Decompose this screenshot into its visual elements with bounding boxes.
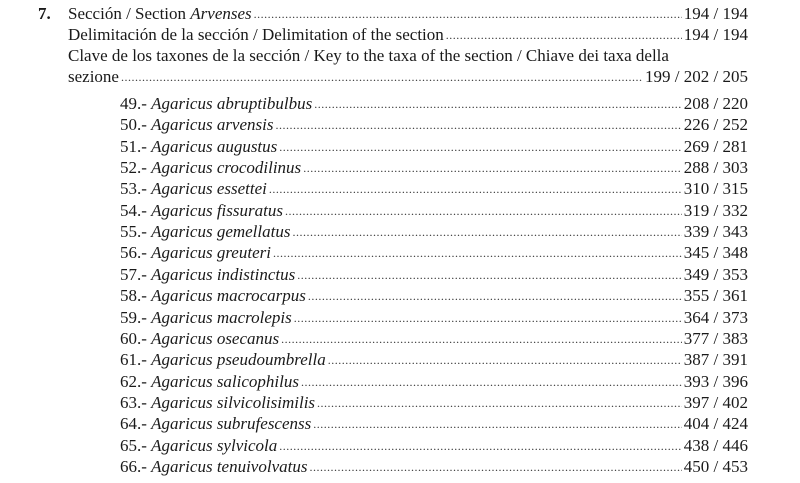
species-label (120, 393, 315, 413)
species-epithet: pseudoumbrella (216, 350, 326, 370)
dot-leader (297, 265, 682, 285)
toc-entry-species (120, 350, 748, 370)
species-epithet: gemellatus (216, 222, 291, 242)
species-number: 55.- (120, 222, 147, 242)
dot-leader (314, 94, 682, 114)
species-number: 63.- (120, 392, 147, 412)
toc-entry-species (120, 372, 748, 392)
toc-entry-key (68, 67, 748, 87)
page-numbers: 397 / 402 (683, 392, 748, 412)
page-numbers: 349 / 353 (683, 264, 748, 284)
page-numbers: 377 / 383 (683, 328, 748, 348)
toc-entry-species (120, 436, 748, 456)
species-epithet: macrocarpus (216, 286, 306, 306)
species-label (120, 243, 271, 263)
species-epithet: crocodilinus (216, 158, 302, 178)
species-label (120, 286, 306, 306)
page-numbers: 404 / 424 (683, 414, 748, 434)
dot-leader (281, 329, 682, 349)
section-title (68, 4, 252, 24)
toc-entry-species (120, 179, 748, 199)
species-epithet: essettei (216, 179, 267, 199)
species-genus: Agaricus (151, 286, 213, 306)
species-genus: Agaricus (151, 115, 213, 135)
page-numbers: 288 / 303 (683, 158, 748, 178)
species-number: 53.- (120, 179, 147, 199)
page-numbers: 319 / 332 (683, 200, 748, 220)
section-number: 7. (38, 4, 51, 23)
species-epithet: fissuratus (216, 200, 283, 220)
page-numbers: 194 / 194 (683, 4, 748, 23)
species-genus: Agaricus (151, 371, 213, 391)
toc-entry-species (120, 457, 748, 477)
page-numbers: 208 / 220 (683, 94, 748, 113)
dot-leader (275, 115, 681, 135)
species-label (120, 158, 301, 178)
species-genus: Agaricus (151, 456, 213, 476)
species-number: 54.- (120, 200, 147, 220)
species-label (120, 179, 267, 199)
species-genus: Agaricus (151, 136, 213, 156)
species-label (120, 265, 295, 285)
species-number: 57.- (120, 264, 147, 284)
toc-entry-species (120, 222, 748, 242)
page-numbers: 269 / 281 (683, 136, 748, 156)
toc-entry-species (120, 201, 748, 221)
dot-leader (269, 179, 682, 199)
species-label (120, 436, 277, 456)
dot-leader (121, 67, 643, 87)
species-number: 52.- (120, 158, 147, 178)
dot-leader (301, 372, 682, 392)
page-numbers: 310 / 315 (683, 179, 748, 199)
species-label (120, 115, 273, 135)
section-title-prefix: Sección / Section (68, 4, 187, 23)
species-number: 50.- (120, 115, 147, 135)
page-numbers: 450 / 453 (683, 456, 748, 476)
key-label-line2: sezione (68, 67, 119, 86)
page-numbers: 226 / 252 (683, 115, 748, 135)
species-epithet: osecanus (216, 328, 280, 348)
toc-entry-species (120, 115, 748, 135)
toc-entry-species (120, 137, 748, 157)
species-label (120, 414, 311, 434)
page-numbers: 339 / 343 (683, 222, 748, 242)
species-genus: Agaricus (151, 350, 213, 370)
species-genus: Agaricus (151, 94, 213, 113)
species-label (120, 457, 307, 477)
species-number: 59.- (120, 307, 147, 327)
dot-leader (273, 243, 682, 263)
dot-leader (279, 137, 681, 157)
species-number: 56.- (120, 243, 147, 263)
species-number: 51.- (120, 136, 147, 156)
species-epithet: arvensis (216, 115, 274, 135)
species-number: 64.- (120, 414, 147, 434)
species-label (120, 201, 283, 221)
species-epithet: augustus (216, 136, 278, 156)
dot-leader (309, 457, 681, 477)
page-numbers: 199 / 202 / 205 (645, 67, 748, 86)
species-number: 65.- (120, 435, 147, 455)
species-genus: Agaricus (151, 435, 213, 455)
toc-entry-species (120, 393, 748, 413)
species-epithet: indistinctus (216, 264, 296, 284)
dot-leader (328, 350, 682, 370)
species-genus: Agaricus (151, 200, 213, 220)
toc-entry-delimitation (68, 25, 748, 45)
species-epithet: greuteri (216, 243, 271, 263)
species-number: 62.- (120, 371, 147, 391)
species-genus: Agaricus (151, 414, 213, 434)
page-numbers: 194 / 194 (683, 25, 748, 44)
species-genus: Agaricus (151, 328, 213, 348)
page-numbers: 364 / 373 (683, 307, 748, 327)
species-number: 61.- (120, 350, 147, 370)
species-genus: Agaricus (151, 392, 213, 412)
toc-entry-species (120, 94, 748, 114)
species-genus: Agaricus (151, 222, 213, 242)
page-numbers: 438 / 446 (683, 435, 748, 455)
dot-leader (285, 201, 682, 221)
species-label (120, 137, 277, 157)
dot-leader (313, 414, 682, 434)
species-label (120, 350, 326, 370)
toc-entry-species (120, 158, 748, 178)
dot-leader (317, 393, 682, 413)
species-number: 49.- (120, 94, 147, 113)
species-label (120, 222, 290, 242)
page-numbers: 355 / 361 (683, 286, 748, 306)
toc-entry-species (120, 414, 748, 434)
toc-entry-species (120, 286, 748, 306)
species-number: 60.- (120, 328, 147, 348)
page-numbers: 387 / 391 (683, 350, 748, 370)
species-label (120, 372, 299, 392)
species-genus: Agaricus (151, 264, 213, 284)
species-epithet: salicophilus (216, 371, 299, 391)
dot-leader (303, 158, 682, 178)
species-epithet: tenuivolvatus (216, 456, 308, 476)
toc-entry-species (120, 329, 748, 349)
dot-leader (446, 25, 682, 45)
dot-leader (308, 286, 682, 306)
species-epithet: subrufescenss (216, 414, 312, 434)
toc-entry-species (120, 265, 748, 285)
key-label-line1: Clave de los taxones de la sección / Key to the taxa of the section / Chiave dei taxa della (68, 46, 669, 65)
toc-entry-species (120, 308, 748, 328)
species-genus: Agaricus (151, 243, 213, 263)
species-epithet: abruptibulbus (216, 94, 313, 113)
dot-leader (292, 222, 681, 242)
species-label (120, 308, 292, 328)
page-numbers: 345 / 348 (683, 243, 748, 263)
species-epithet: sylvicola (216, 435, 278, 455)
page-numbers: 393 / 396 (683, 371, 748, 391)
species-genus: Agaricus (151, 179, 213, 199)
toc-entry-species (120, 243, 748, 263)
toc-entry-section (68, 4, 748, 24)
species-number: 66.- (120, 456, 147, 476)
dot-leader (279, 436, 682, 456)
species-label (120, 329, 279, 349)
delimitation-label: Delimitación de la sección / Delimitation of the section (68, 25, 444, 44)
dot-leader (254, 4, 682, 24)
species-epithet: macrolepis (216, 307, 292, 327)
species-epithet: silvicolisimilis (216, 392, 316, 412)
species-number: 58.- (120, 286, 147, 306)
dot-leader (294, 308, 682, 328)
species-genus: Agaricus (151, 307, 213, 327)
species-genus: Agaricus (151, 158, 213, 178)
species-label (120, 94, 312, 114)
section-title-italic: Arvenses (190, 4, 252, 23)
